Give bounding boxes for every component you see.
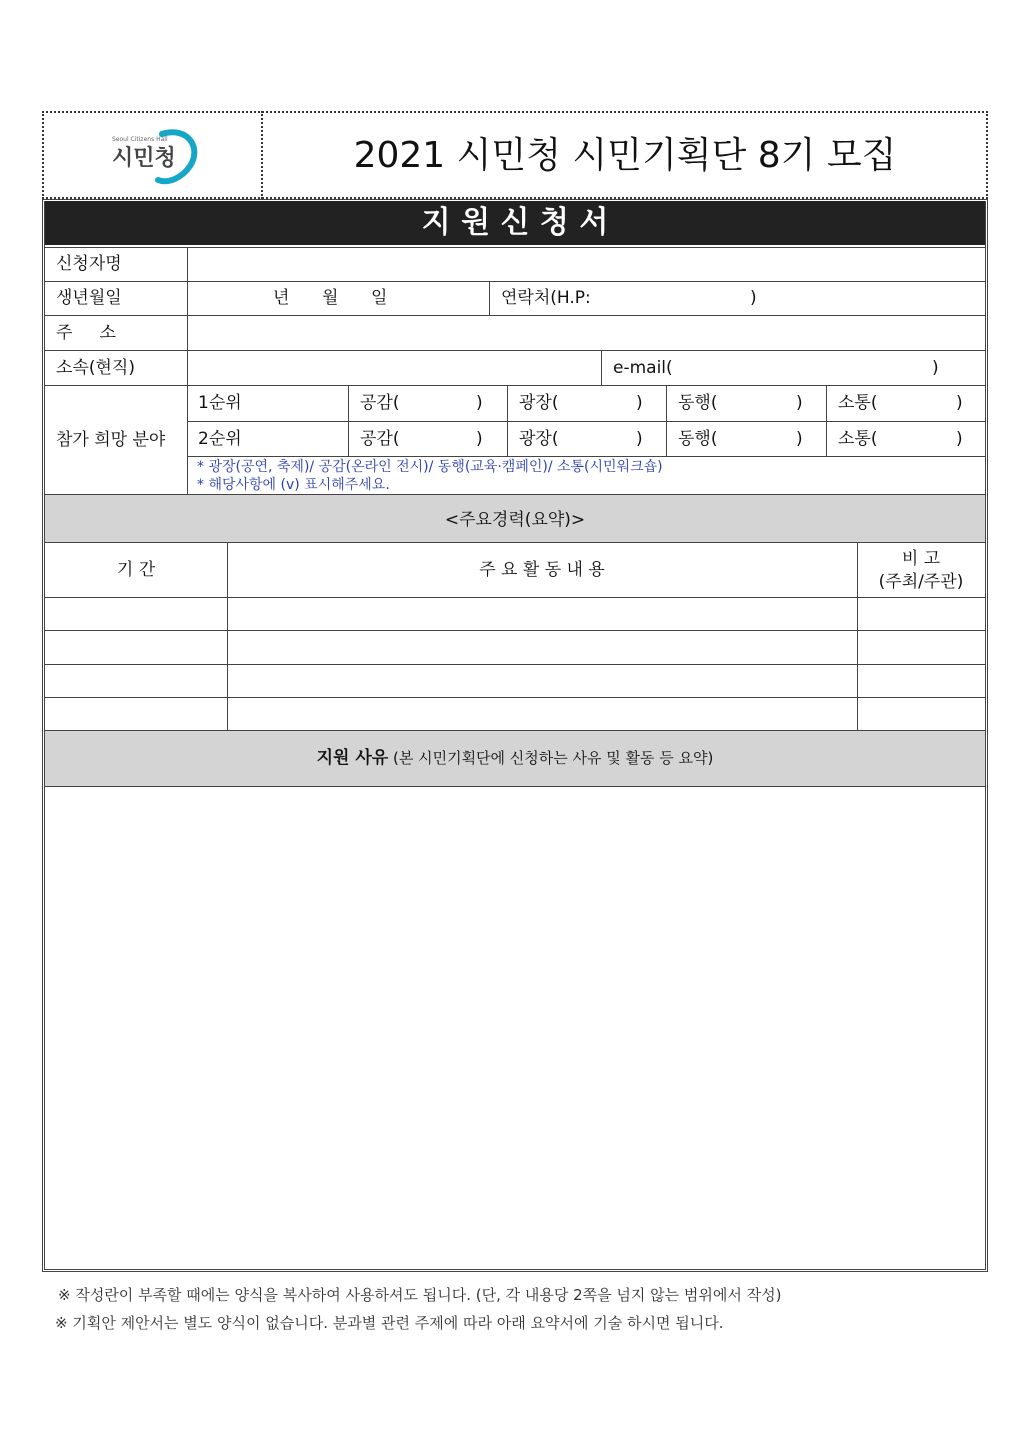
address-label: 주 소 <box>56 323 116 343</box>
career-col-activity: 주 요 활 동 내 용 <box>479 560 605 580</box>
reason-textarea[interactable] <box>45 788 985 1268</box>
reason-title <box>45 748 985 768</box>
email-label: e-mail( <box>613 358 673 378</box>
reason-title-bold: 지원 사유 <box>316 748 389 768</box>
email-close: ) <box>932 358 939 378</box>
option-close: ) <box>636 429 643 449</box>
rank-1-label: 1순위 <box>198 393 242 413</box>
option-close: ) <box>956 393 963 413</box>
row-line <box>45 350 985 351</box>
phone-field[interactable] <box>600 283 750 314</box>
career-row[interactable] <box>45 631 985 664</box>
col-line <box>348 385 349 456</box>
field-label: 참가 희망 분야 <box>56 430 166 450</box>
career-title: <주요경력(요약)> <box>444 510 586 530</box>
footnote-1: ※ 작성란이 부족할 때에는 양식을 복사하여 사용하셔도 됩니다. (단, 각 내용당 2쪽을 넘지 않는 범위에서 작성) <box>58 1286 782 1304</box>
row-line <box>45 315 985 316</box>
rank-2-option-gonggam[interactable]: 공감( <box>360 429 400 449</box>
career-col-period: 기 간 <box>116 560 156 580</box>
option-close: ) <box>796 393 803 413</box>
option-close: ) <box>636 393 643 413</box>
logo <box>100 122 210 190</box>
col-line <box>601 350 602 385</box>
reason-title-rest: (본 시민기획단에 신청하는 사유 및 활동 등 요약) <box>388 749 714 767</box>
col-line <box>187 247 188 494</box>
phone-label: 연락처(H.P: <box>501 288 591 308</box>
career-row[interactable] <box>45 698 985 730</box>
career-col-note-line2: (주최/주관) <box>878 572 964 592</box>
address-field[interactable] <box>189 317 984 349</box>
option-close: ) <box>956 429 963 449</box>
rank-2-option-sotong[interactable]: 소통( <box>838 429 878 449</box>
row-line <box>45 281 985 282</box>
phone-close: ) <box>750 288 757 308</box>
birth-month-unit: 월 <box>322 288 339 308</box>
birth-label: 생년월일 <box>56 288 122 308</box>
affiliation-label: 소속(현직) <box>56 358 135 378</box>
career-row[interactable] <box>45 598 985 630</box>
field-note-instruction: * 해당사항에 (v) 표시해주세요. <box>197 477 390 493</box>
logo-small-text: Seoul Citizens Hall <box>112 136 168 143</box>
footnote-2: ※ 기획안 제안서는 별도 양식이 없습니다. 분과별 관련 주제에 따라 아래 요약서에 기술 하시면 됩니다. <box>55 1314 724 1332</box>
row-line <box>45 247 985 248</box>
rank-1-option-donghaeng[interactable]: 동행( <box>678 393 718 413</box>
col-line <box>666 385 667 456</box>
career-col-note-line1: 비 고 <box>901 549 941 569</box>
field-note-categories: * 광장(공연, 축제)/ 공감(온라인 전시)/ 동행(교육·캠페인)/ 소통(시민워크숍) <box>197 459 663 475</box>
birth-day-unit: 일 <box>371 288 388 308</box>
logo-text: 시민청 <box>112 146 176 171</box>
rank-1-option-gwangjang[interactable]: 광장( <box>519 393 559 413</box>
rank-2-option-gwangjang[interactable]: 광장( <box>519 429 559 449</box>
col-line <box>826 385 827 456</box>
col-line <box>507 385 508 456</box>
option-close: ) <box>476 393 483 413</box>
rank-1-option-gonggam[interactable]: 공감( <box>360 393 400 413</box>
email-field[interactable] <box>680 352 930 384</box>
option-close: ) <box>796 429 803 449</box>
form-banner-text: 지 원 신 청 서 <box>421 205 609 240</box>
rank-2-label: 2순위 <box>198 429 242 449</box>
page-title: 2021 시민청 시민기획단 8기 모집 <box>353 135 897 176</box>
row-line <box>187 421 985 422</box>
name-field[interactable] <box>189 249 984 280</box>
row-line <box>187 456 985 457</box>
name-label: 신청자명 <box>56 254 122 274</box>
career-row[interactable] <box>45 665 985 697</box>
rank-2-option-donghaeng[interactable]: 동행( <box>678 429 718 449</box>
rank-1-option-sotong[interactable]: 소통( <box>838 393 878 413</box>
affiliation-field[interactable] <box>189 352 600 384</box>
col-line <box>489 281 490 315</box>
option-close: ) <box>476 429 483 449</box>
birth-field[interactable] <box>189 283 488 314</box>
row-line <box>45 385 985 386</box>
birth-year-unit: 년 <box>273 288 290 308</box>
